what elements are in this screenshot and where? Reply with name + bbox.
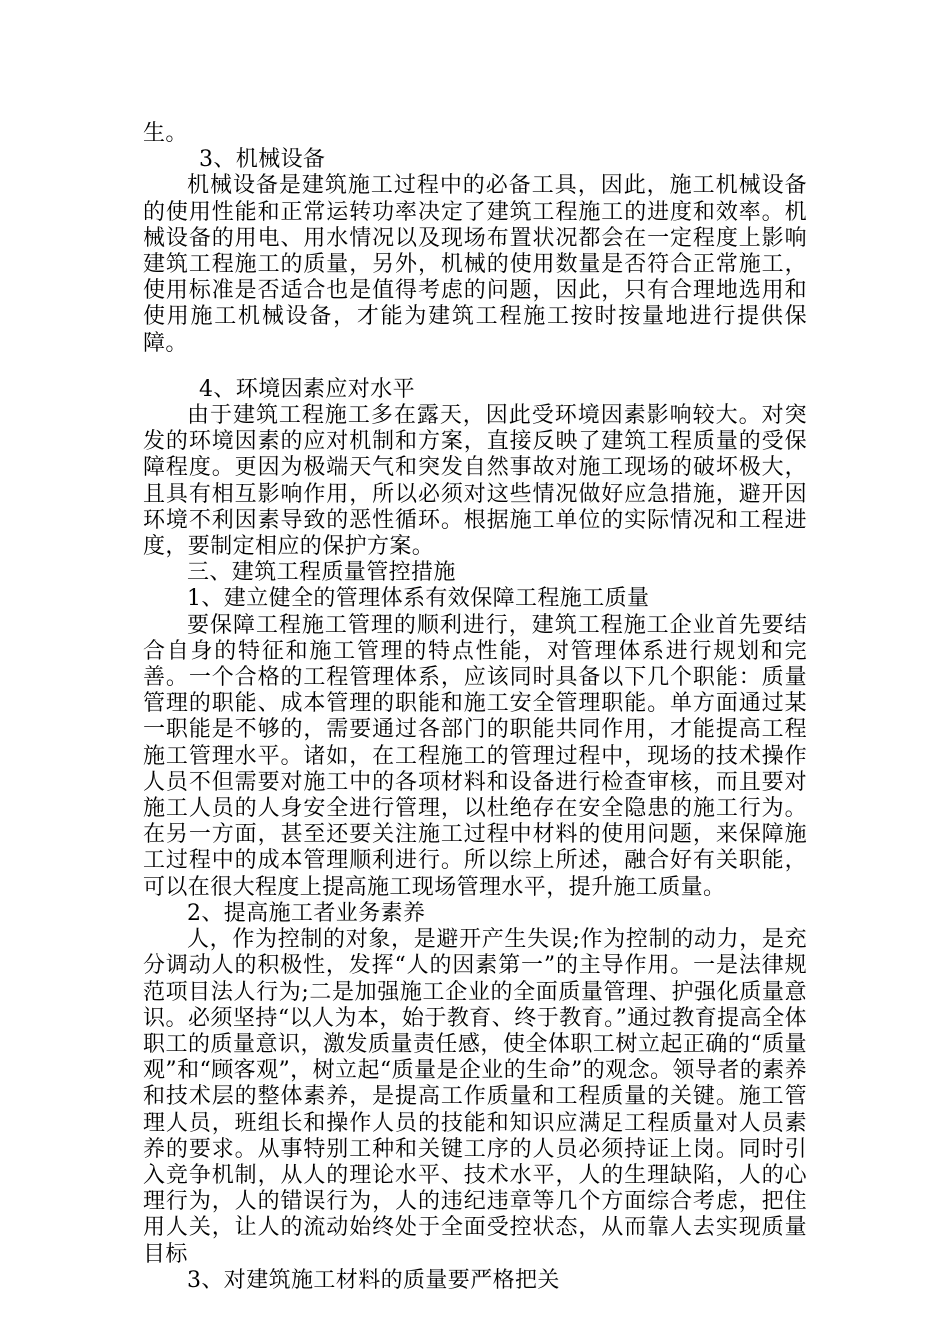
paragraph-gap [143, 357, 807, 377]
document-body [143, 121, 807, 1294]
paragraph-worker-quality: 人，作为控制的对象，是避开产生失误;作为控制的动力，是充分调动人的积极性，发挥“人的因素第一”的主导作用。一是法律规范项目法人行为;二是加强施工企业的全面质量管理、护强化质量意识。必须坚持“以人为本，始于教育、终于教育。”通过教育提高全体职工的质量意识，激发质量责任感，使全体职工树立起正确的“质量观”和“顾客观”，树立起“质量是企业的生命”的观念。领导者的素养和技术层的整体素养，是提高工作质量和工程质量的关键。施工管理人员，班组长和操作人员的技能和知识应满足工程质量对人员素养的要求。从事特别工种和关键工序的人员必须持证上岗。同时引入竞争机制，从人的理论水平、技术水平，人的生理缺陷，人的心理行为，人的错误行为，人的违纪违章等几个方面综合考虑，把住用人关，让人的流动始终处于全面受控状态，从而靠人去实现质量目标 [143, 927, 807, 1267]
paragraph-continuation: 生。 [143, 121, 188, 146]
chapter-heading-quality-control: 三、建筑工程质量管控措施 [187, 560, 456, 586]
section-heading-environment: 4、环境因素应对水平 [199, 376, 415, 402]
section-heading-machinery: 3、机械设备 [199, 147, 326, 173]
section-heading-materials: 3、对建筑施工材料的质量要严格把关 [187, 1267, 560, 1293]
paragraph-machinery: 机械设备是建筑施工过程中的必备工具，因此，施工机械设备的使用性能和正常运转功率决定了建筑工程施工的进度和效率。机械设备的用电、用水情况以及现场布置状况都会在一定程度上影响建筑工程施工的质量，另外，机械的使用数量是否符合正常施工，使用标准是否适合也是值得考虑的问题，因此，只有合理地选用和使用施工机械设备，才能为建筑工程施工按时按量地进行提供保障。 [143, 173, 807, 356]
section-heading-worker-quality: 2、提高施工者业务素养 [187, 900, 426, 926]
paragraph-management-system: 要保障工程施工管理的顺利进行，建筑工程施工企业首先要结合自身的特征和施工管理的特点性能，对管理体系进行规划和完善。一个合格的工程管理体系，应该同时具备以下几个职能：质量管理的职能、成本管理的职能和施工安全管理职能。单方面通过某一职能是不够的，需要通过各部门的职能共同作用，才能提高工程施工管理水平。诸如，在工程施工的管理过程中，现场的技术操作人员不但需要对施工中的各项材料和设备进行检查审核，而且要对施工人员的人身安全进行管理，以杜绝存在安全隐患的施工行为。在另一方面，甚至还要关注施工过程中材料的使用问题，来保障施工过程中的成本管理顺利进行。所以综上所述，融合好有关职能，可以在很大程度上提高施工现场管理水平，提升施工质量。 [143, 612, 807, 900]
section-heading-management-system: 1、建立健全的管理体系有效保障工程施工质量 [187, 586, 650, 612]
paragraph-environment: 由于建筑工程施工多在露天，因此受环境因素影响较大。对突发的环境因素的应对机制和方案，直接反映了建筑工程质量的受保障程度。更因为极端天气和突发自然事故对施工现场的破坏极大，且具有相互影响作用，所以必须对这些情况做好应急措施，避开因环境不利因素导致的恶性循环。根据施工单位的实际情况和工程进度，要制定相应的保护方案。 [143, 403, 807, 560]
